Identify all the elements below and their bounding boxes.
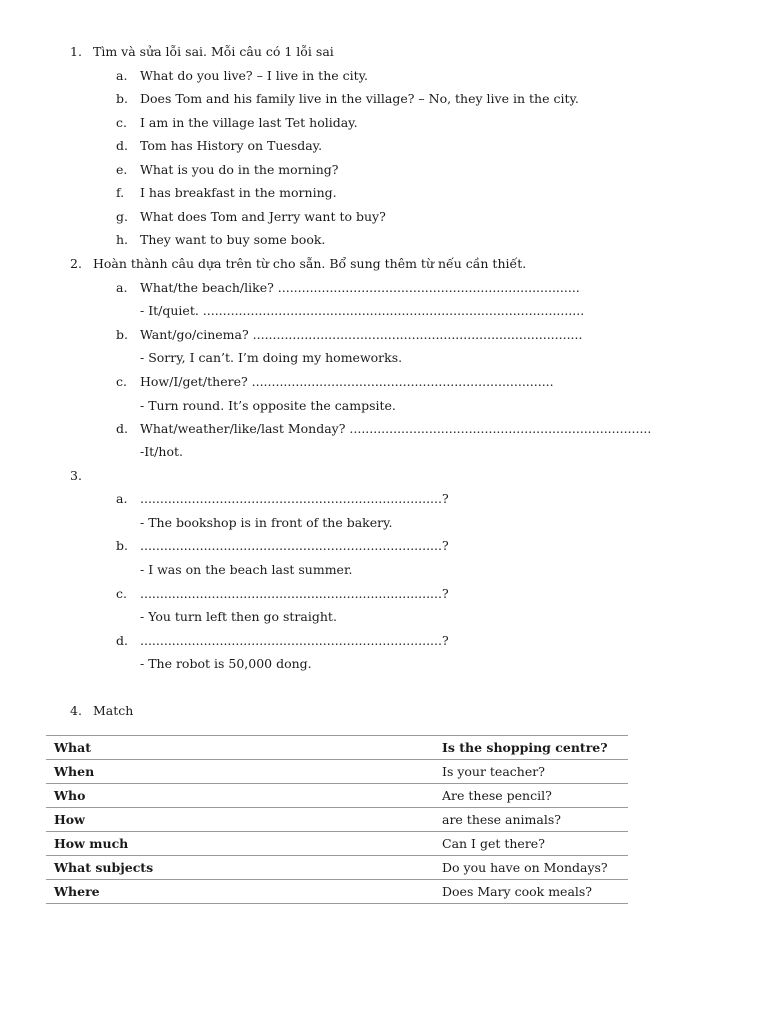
match-right-cell: are these animals?: [434, 808, 628, 832]
q2-item-letter: b.: [116, 327, 128, 342]
q2-item-prompt: Want/go/cinema? ...................................................................................: [140, 327, 583, 342]
q3-number: 3.: [70, 468, 82, 483]
q1-item-letter: c.: [116, 115, 127, 130]
q1-item-letter: e.: [116, 162, 128, 177]
table-row: [46, 856, 628, 880]
q3-item-blank: ............................................................................?: [140, 491, 449, 506]
match-right-cell: Is the shopping centre?: [434, 736, 628, 760]
q3-item-answer: - I was on the beach last summer.: [140, 562, 353, 577]
q3-item-letter: a.: [116, 491, 128, 506]
q3-item-letter: d.: [116, 633, 128, 648]
q1-item-text: I am in the village last Tet holiday.: [140, 115, 358, 130]
q2-item-answer: - Turn round. It’s opposite the campsite.: [140, 398, 396, 413]
q2-item-letter: a.: [116, 280, 128, 295]
q3-item-letter: b.: [116, 538, 128, 553]
q1-number: 1.: [70, 44, 82, 59]
q1-item-letter: d.: [116, 138, 128, 153]
q1-item-text: I has breakfast in the morning.: [140, 185, 337, 200]
match-right-cell: Does Mary cook meals?: [434, 880, 628, 904]
match-right-cell: Can I get there?: [434, 832, 628, 856]
table-row: [46, 832, 628, 856]
q1-item-text: They want to buy some book.: [140, 232, 326, 247]
q3-item-answer: - The bookshop is in front of the bakery.: [140, 515, 393, 530]
q2-item-prompt: How/I/get/there? ............................................................................: [140, 374, 554, 389]
table-row: [46, 760, 628, 784]
q1-item-letter: a.: [116, 68, 128, 83]
q1-item-text: What is you do in the morning?: [140, 162, 339, 177]
q3-item-blank: ............................................................................?: [140, 586, 449, 601]
q1-item-text: Tom has History on Tuesday.: [140, 138, 323, 153]
q1-item-letter: h.: [116, 232, 129, 247]
q3-item-answer: - The robot is 50,000 dong.: [140, 656, 312, 671]
q3-item-letter: c.: [116, 586, 127, 601]
q1-item-letter: f.: [116, 185, 125, 200]
match-left-cell: Who: [46, 784, 434, 808]
match-right-cell: Do you have on Mondays?: [434, 856, 628, 880]
match-left-cell: Where: [46, 880, 434, 904]
match-left-cell: When: [46, 760, 434, 784]
q4-number: 4.: [70, 703, 82, 718]
match-left-cell: How: [46, 808, 434, 832]
match-table: [46, 735, 628, 904]
q1-item-letter: g.: [116, 209, 128, 224]
table-row: [46, 808, 628, 832]
q2-item-answer: - It/quiet. ................................................................................................: [140, 303, 585, 318]
match-left-cell: What subjects: [46, 856, 434, 880]
q1-title: Tìm và sửa lỗi sai. Mỗi câu có 1 lỗi sai: [93, 44, 334, 59]
q3-item-blank: ............................................................................?: [140, 633, 449, 648]
match-right-cell: Are these pencil?: [434, 784, 628, 808]
q1-item-letter: b.: [116, 91, 128, 106]
q2-item-prompt: What/weather/like/last Monday? ............................................................................: [140, 421, 652, 436]
q2-item-answer: - Sorry, I can’t. I’m doing my homeworks.: [140, 350, 403, 365]
match-left-cell: What: [46, 736, 434, 760]
q3-item-answer: - You turn left then go straight.: [140, 609, 337, 624]
match-left-cell: How much: [46, 832, 434, 856]
match-right-cell: Is your teacher?: [434, 760, 628, 784]
q2-item-prompt: What/the beach/like? ............................................................................: [140, 280, 580, 295]
q1-item-text: Does Tom and his family live in the village? – No, they live in the city.: [140, 91, 579, 106]
q2-item-answer: -It/hot.: [140, 444, 183, 459]
table-row: [46, 880, 628, 904]
q4-title: Match: [93, 703, 134, 718]
q2-item-letter: c.: [116, 374, 127, 389]
q1-item-text: What does Tom and Jerry want to buy?: [140, 209, 386, 224]
table-row: [46, 736, 628, 760]
table-row: [46, 784, 628, 808]
q2-title: Hoàn thành câu dựa trên từ cho sẵn. Bổ sung thêm từ nếu cần thiết.: [93, 256, 527, 271]
q1-item-text: What do you live? – I live in the city.: [140, 68, 369, 83]
q2-item-letter: d.: [116, 421, 128, 436]
q2-number: 2.: [70, 256, 82, 271]
q3-item-blank: ............................................................................?: [140, 538, 449, 553]
